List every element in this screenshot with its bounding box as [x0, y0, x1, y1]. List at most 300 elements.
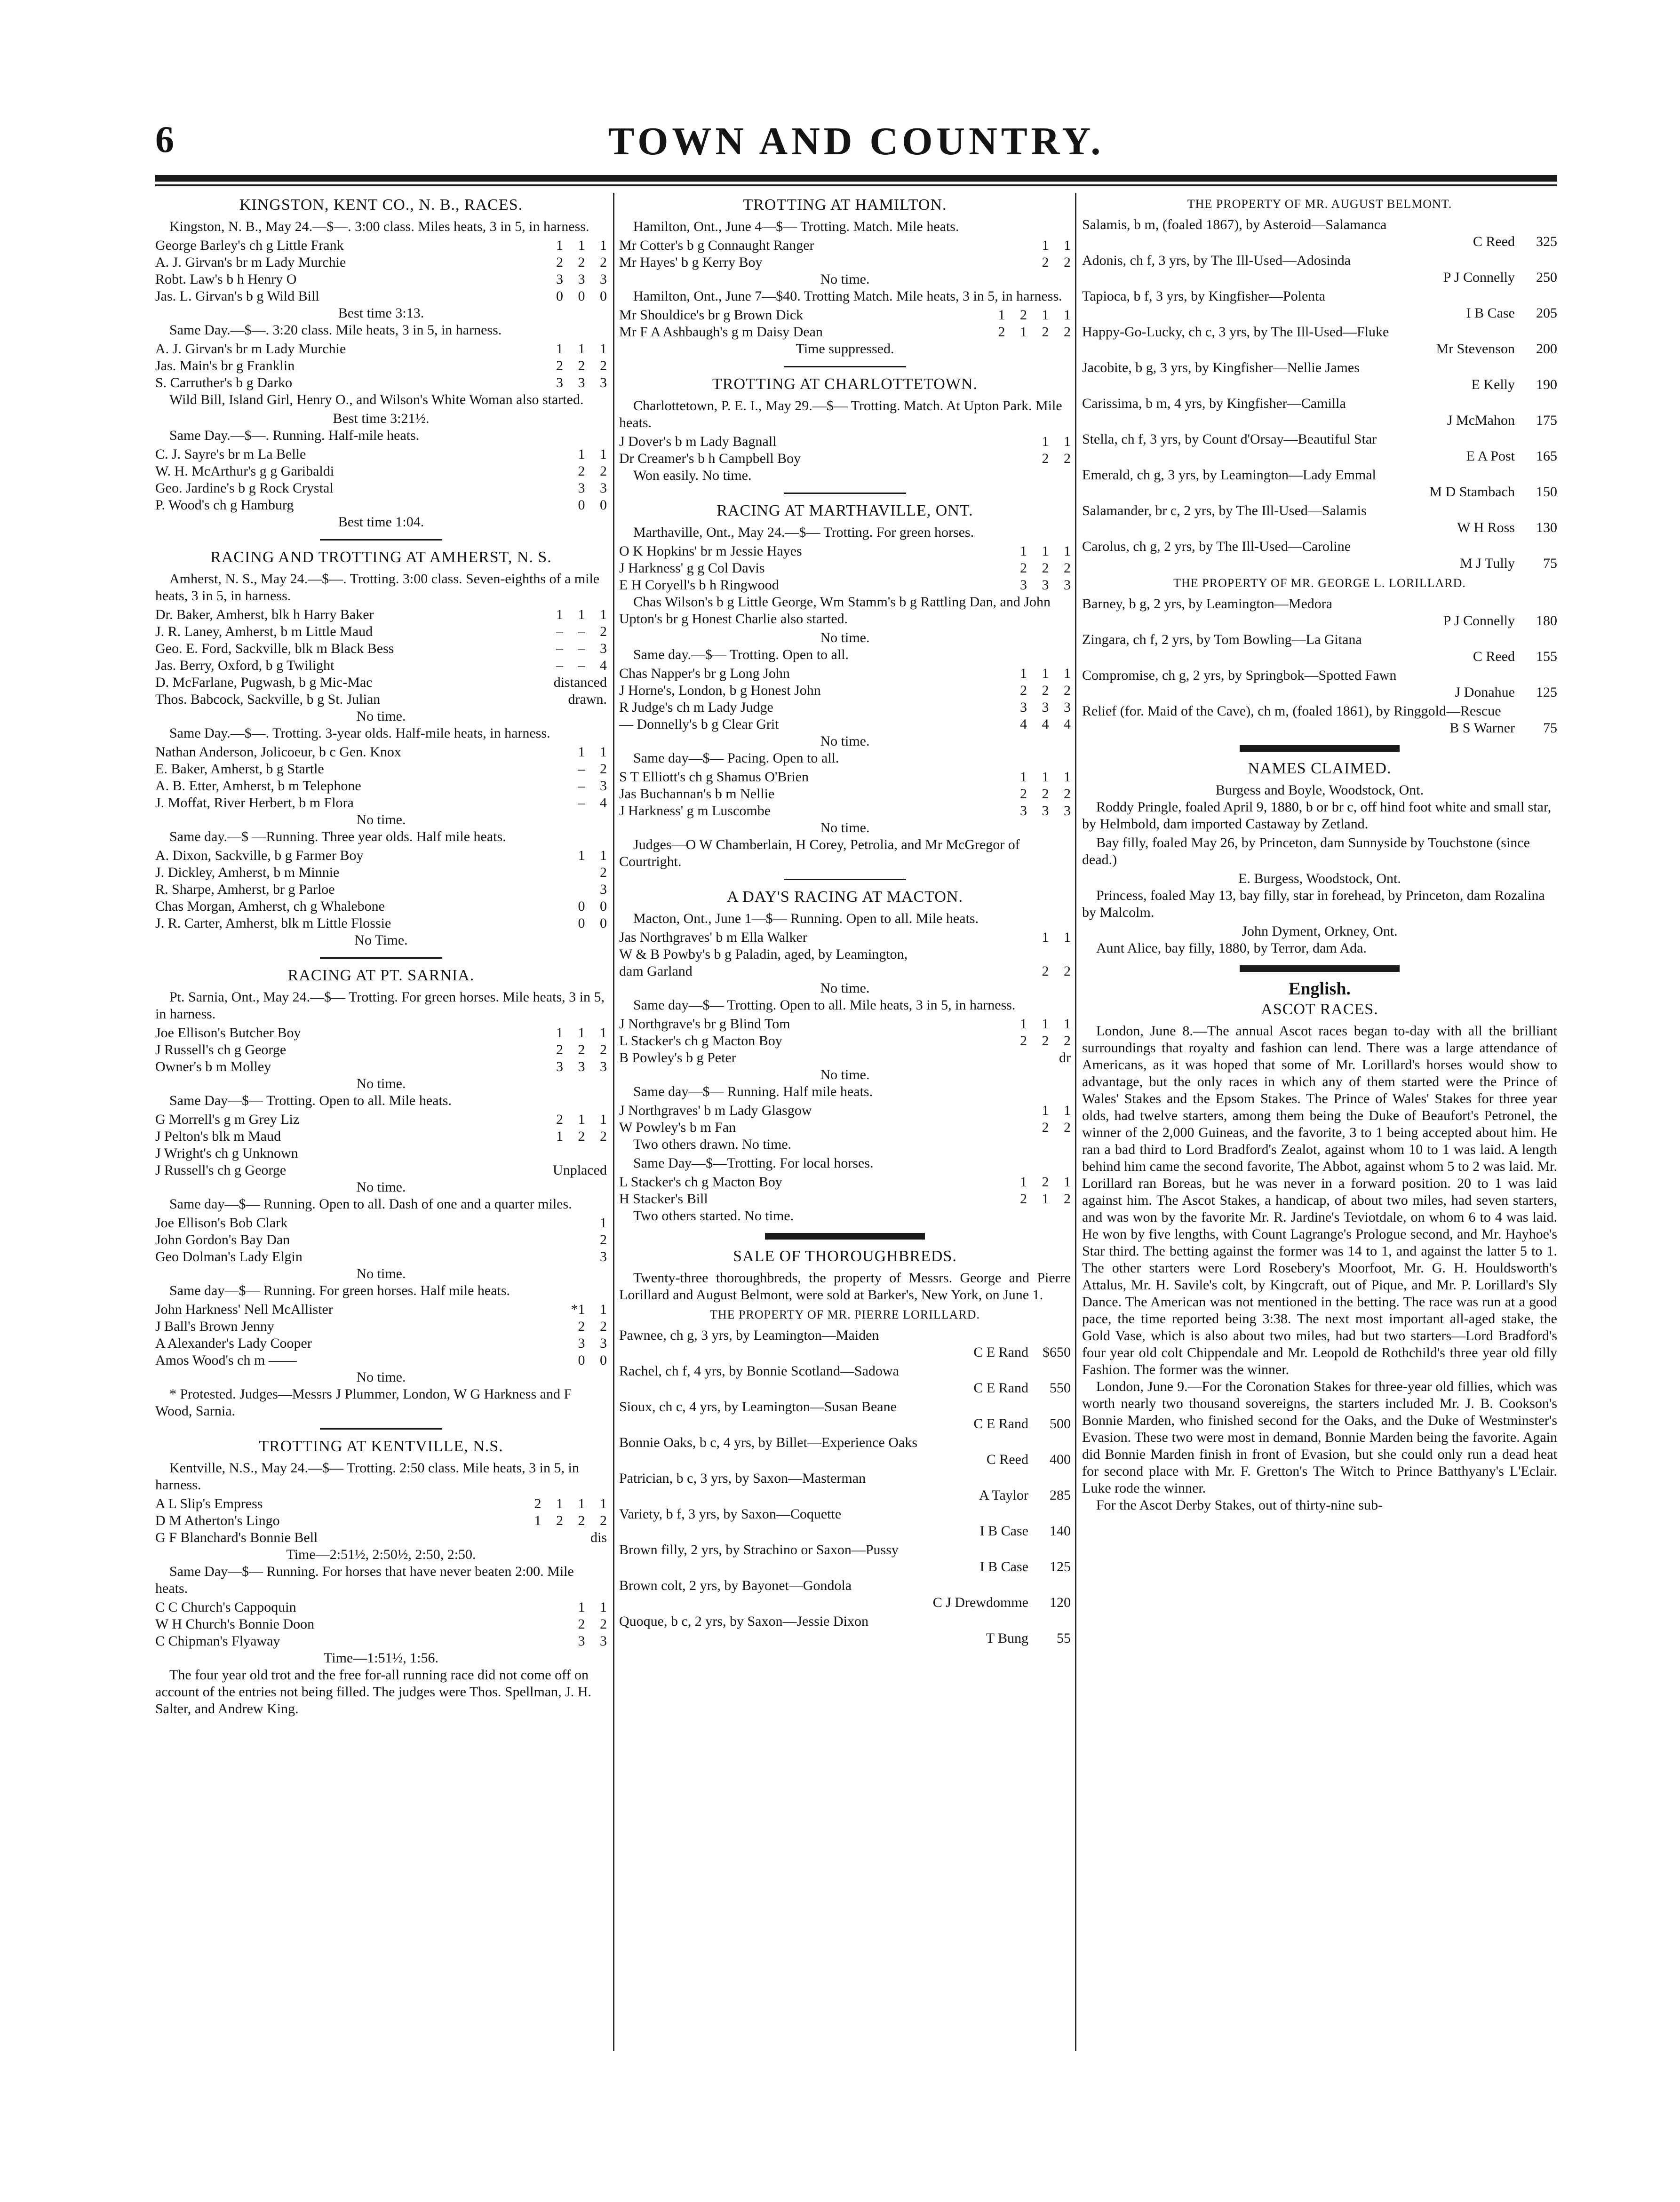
sale-buyer: C Reed: [1473, 649, 1515, 664]
entry-result: 2 2: [1042, 254, 1071, 270]
sale-buyer-row: [1082, 269, 1557, 286]
race-description: Roddy Pringle, foaled April 9, 1880, b or br c, off hind foot white and small star, by Helmbold, dam imported Castaway by Zetland.: [1082, 799, 1552, 832]
section-title: RACING AT MARTHAVILLE, ONT.: [717, 502, 973, 519]
sale-price: 75: [1543, 720, 1557, 736]
sale-buyer: C E Rand: [973, 1344, 1028, 1360]
sale-buyer-row: [619, 1630, 1071, 1647]
race-description: Bay filly, foaled May 26, by Princeton, dam Sunnyside by Touchstone (since dead.): [1082, 835, 1530, 867]
entry-name: E. Baker, Amherst, b g Startle: [155, 761, 324, 777]
race-entry: [619, 946, 1071, 963]
race-entry: [155, 1633, 607, 1650]
entry-name: J Northgraves' b m Lady Glasgow: [619, 1103, 812, 1118]
race-entry: [619, 324, 1071, 341]
entry-name: J. R. Carter, Amherst, blk m Little Flossie: [155, 915, 391, 931]
sale-price: 130: [1536, 520, 1557, 535]
thoroughbred-group: [1082, 575, 1557, 737]
entry-result: 3: [600, 882, 607, 897]
sale-buyer: C Reed: [986, 1452, 1028, 1467]
header-rule-heavy: [155, 175, 1557, 182]
section-title: RACING AND TROTTING AT AMHERST, N. S.: [210, 549, 552, 566]
race-description: Same Day—$—Trotting. For local horses.: [633, 1155, 874, 1171]
entry-result: 0 0: [578, 915, 607, 931]
entry-name: Robt. Law's b h Henry O: [155, 271, 297, 287]
sale-horse: Barney, b g, 2 yrs, by Leamington—Medora: [1082, 596, 1333, 612]
entry-name: G Morrell's g m Grey Liz: [155, 1112, 300, 1127]
race-entry: [619, 254, 1071, 271]
sale-buyer-row: [1082, 720, 1557, 737]
race-entry: [155, 795, 607, 811]
entry-name: J Russell's ch g George: [155, 1162, 287, 1178]
entry-result: 0 0: [578, 497, 607, 513]
entry-result: 2 1 1 1: [534, 1496, 607, 1511]
entry-name: D. McFarlane, Pugwash, b g Mic-Mac: [155, 675, 373, 690]
race-entry: [155, 915, 607, 932]
race-entry: [619, 1174, 1071, 1191]
race-entry: [155, 691, 607, 708]
section-separator: [765, 1233, 925, 1240]
entry-name: Amos Wood's ch m ——: [155, 1352, 297, 1368]
sale-item: [1082, 502, 1557, 536]
race-description: Same Day.—$—. Running. Half-mile heats.: [169, 428, 420, 443]
race-description: Marthaville, Ont., May 24.—$— Trotting. For green horses.: [633, 525, 974, 540]
entry-result: 2 2: [1042, 1120, 1071, 1135]
sale-horse: Carissima, b m, 4 yrs, by Kingfisher—Camilla: [1082, 396, 1346, 411]
entry-result: 1 1: [1042, 238, 1071, 253]
entry-name: Mr F A Ashbaugh's g m Daisy Dean: [619, 324, 823, 340]
race-description: Macton, Ont., June 1—$— Running. Open to all. Mile heats.: [633, 911, 979, 926]
sale-buyer: M D Stambach: [1429, 484, 1515, 500]
entry-result: 2 2 2: [556, 1042, 607, 1057]
race-entry: [619, 1049, 1071, 1066]
race-report: [619, 502, 1071, 870]
race-entry: [619, 769, 1071, 786]
sale-item: [619, 1399, 1071, 1432]
race-description: Won easily. No time.: [633, 468, 752, 483]
page-header: [155, 119, 1557, 175]
sale-item: [1082, 703, 1557, 737]
entry-result: dr: [1059, 1050, 1071, 1065]
entry-result: 1 1: [578, 744, 607, 760]
entry-result: 1 2 1 1: [998, 307, 1071, 323]
entry-name: Dr Creamer's b h Campbell Boy: [619, 451, 801, 466]
race-entry: [619, 682, 1071, 699]
entry-name: J. Moffat, River Herbert, b m Flora: [155, 795, 354, 811]
result-note: Best time 3:13.: [338, 305, 424, 321]
sale-buyer: E A Post: [1466, 448, 1515, 464]
entry-result: [600, 1145, 607, 1162]
sale-horse: Compromise, ch g, 2 yrs, by Springbok—Spotted Fawn: [1082, 668, 1397, 683]
sale-price: 140: [1050, 1523, 1071, 1539]
column-2-race-reports: [619, 197, 1071, 1224]
entry-name: R Judge's ch m Lady Judge: [619, 700, 773, 715]
entry-result: 2 1 1: [556, 1112, 607, 1127]
race-entry: [155, 1301, 607, 1318]
sale-horse: Happy-Go-Lucky, ch c, 3 yrs, by The Ill-Used—Fluke: [1082, 324, 1389, 340]
news-paragraph: London, June 8.—The annual Ascot races began to-day with all the brilliant surroundings that royalty and fashion can lend. There was a large attendance of Americans, as it was hoped that some of Mr. Lorillard's horses would show to advantage, but the only races in which any of them started were the Prince of Wales' Stakes and the Epsom Stakes. The Prince of Wales' Stakes for three year olds, had twelve starters, among them being the Duke of Beaufort's Petronel, the winner of the 2,000 Guineas, and the favorite, 3 to 1 being accepted about him. He ran a bad third to Lord Bradford's Zealot, against whom 10 to 1 was laid. A length behind him came the second favorite, The Abbot, against whom 5 to 2 was laid. Mr. Lorillard ran Boreas, but he was never in a forward position. 20 to 1 was laid against him. The Ascot Stakes, a handicap, of about two miles, had seven starters, and was won by the favorite Mr. R. Jardine's Teviotdale, on whom 6 to 4 was laid. He won by five lengths, with Count Lagrange's Prologue second, and Mr. Hayhoe's Star third. The betting against the former was 14 to 1, and against the latter 5 to 1. The other starters were Lord Rosebery's Moorfoot, Mr. G. H. Houldsworth's Attalus, Mr. H. Savile's colt, by Kingcraft, out of Pique, and Mr. P. Lorillard's Sly Dance. The American was not mentioned in the betting. The race was run at a good pace, the time reported being 3:38. The next most important all-aged stake, the Gold Vase, which is also about two miles, had but two starters—Lord Bradford's four year old colt Chippendale and Mr. Leopold de Rothchild's three year old filly Fashion. The former was the winner.: [1082, 1023, 1557, 1377]
entry-name: Jas Northgraves' b m Ella Walker: [619, 930, 807, 945]
race-entry: [619, 665, 1071, 682]
race-entry: [619, 786, 1071, 803]
race-entry: [619, 450, 1071, 467]
sale-horse: Stella, ch f, 3 yrs, by Count d'Orsay—Beautiful Star: [1082, 431, 1377, 447]
sale-price: 285: [1050, 1487, 1071, 1503]
race-description: The four year old trot and the free for-all running race did not come off on account of the entries not being filled. The judges were Thos. Spellman, J. H. Salter, and Andrew King.: [155, 1667, 592, 1717]
section-separator: [1240, 745, 1400, 752]
column-divider-2: [1075, 193, 1076, 2051]
sale-item: [619, 1363, 1071, 1397]
section-title: ASCOT RACES.: [1261, 1001, 1378, 1018]
section-title: NAMES CLAIMED.: [1248, 760, 1392, 777]
entry-result: 2 2: [578, 463, 607, 479]
sale-price: 175: [1536, 413, 1557, 428]
entry-name: L Stacker's ch g Macton Boy: [619, 1033, 782, 1049]
race-entry: [155, 864, 607, 881]
result-note: No time.: [820, 630, 870, 645]
sale-buyer-row: [619, 1415, 1071, 1432]
race-description: Same day—$— Running. Open to all. Dash of one and a quarter miles.: [169, 1196, 572, 1212]
result-note: No time.: [820, 733, 870, 749]
section-separator: [784, 879, 906, 880]
entry-name: J Harkness' g m Luscombe: [619, 803, 771, 819]
race-entry: [155, 271, 607, 288]
race-description: Same day.—$— Trotting. Open to all.: [633, 647, 849, 662]
sale-item: [619, 1577, 1071, 1611]
race-entry: [619, 237, 1071, 254]
entry-result: 1 1 1: [1020, 769, 1071, 785]
sale-price: 125: [1050, 1559, 1071, 1574]
race-entry: [155, 1495, 607, 1512]
race-description: Kentville, N.S., May 24.—$— Trotting. 2:50 class. Mile heats, 3 in 5, in harness.: [155, 1460, 579, 1493]
sale-price: 165: [1536, 448, 1557, 464]
entry-result: – – 4: [556, 658, 607, 673]
sale-buyer: Mr Stevenson: [1436, 341, 1515, 357]
entry-name: C. J. Sayre's br m La Belle: [155, 446, 306, 462]
race-description: Same day—$— Running. Half mile heats.: [633, 1084, 873, 1099]
entry-name: Nathan Anderson, Jolicoeur, b c Gen. Knox: [155, 744, 401, 760]
entry-name: George Barley's ch g Little Frank: [155, 238, 344, 253]
entry-name: A L Slip's Empress: [155, 1496, 263, 1511]
race-report: [155, 1438, 607, 1717]
race-entry: [619, 577, 1071, 594]
entry-result: distanced: [553, 675, 607, 690]
race-entry: [155, 358, 607, 374]
entry-name: J Wright's ch g Unknown: [155, 1145, 298, 1161]
entry-result: 1 1: [1042, 434, 1071, 449]
sale-buyer-row: [619, 1487, 1071, 1504]
sale-horse: Patrician, b c, 3 yrs, by Saxon—Masterman: [619, 1471, 866, 1486]
sale-buyer: E Kelly: [1471, 377, 1515, 392]
sale-buyer-row: [1082, 519, 1557, 536]
sale-buyer: T Bung: [986, 1630, 1028, 1646]
race-entry: [155, 881, 607, 898]
entry-name: Joe Ellison's Bob Clark: [155, 1215, 288, 1231]
race-entry: [619, 433, 1071, 450]
sale-horse: Relief (for. Maid of the Cave), ch m, (foaled 1861), by Ringgold—Rescue: [1082, 703, 1501, 719]
entry-name: A. J. Girvan's br m Lady Murchie: [155, 341, 346, 357]
sale-item: [1082, 596, 1557, 629]
sale-price: $650: [1043, 1344, 1071, 1360]
sale-buyer-row: [1082, 684, 1557, 701]
result-note: No time.: [356, 812, 406, 827]
race-entry: [155, 374, 607, 391]
entry-result: 1 2 2 2: [534, 1513, 607, 1528]
entry-name: J Ball's Brown Jenny: [155, 1319, 274, 1334]
entry-name: Chas Napper's br g Long John: [619, 666, 790, 681]
sale-buyer-row: [1082, 341, 1557, 358]
race-entry: [619, 1119, 1071, 1136]
race-entry: [155, 623, 607, 640]
entry-name: J. Dickley, Amherst, b m Minnie: [155, 865, 340, 880]
sale-buyer-row: [1082, 412, 1557, 429]
entry-result: 3 3: [578, 480, 607, 496]
owner-heading: THE PROPERTY OF MR. PIERRE LORILLARD.: [709, 1308, 980, 1321]
entry-name: P. Wood's ch g Hamburg: [155, 497, 294, 513]
entry-result: 1 2 2: [556, 1129, 607, 1144]
result-note: Best time 3:21½.: [333, 411, 430, 426]
entry-name: Mr Cotter's b g Connaught Ranger: [619, 238, 814, 253]
news-paragraph: London, June 9.—For the Coronation Stakes for three-year old fillies, which was worth nearly two thousand sovereigns, the starters included Mr. J. B. Cookson's Bonnie Marden, who finished second for the Oaks, and the Duke of Westminster's Evasion. These two were most in demand, Bonnie Marden being the favorite. Again did Bonnie Marden finish in front of Evasion, but she could only run a dead heat for second place with Mr. F. Gretton's The Witch to Prince Batthyany's L'Eclair. Luke rode the winner.: [1082, 1379, 1557, 1496]
race-description: Same day—$— Running. For green horses. Half mile heats.: [169, 1283, 510, 1298]
column-2: [619, 193, 1071, 1653]
race-entry: [619, 1102, 1071, 1119]
entry-result: 2 1 2 2: [998, 324, 1071, 340]
news-paragraph: For the Ascot Derby Stakes, out of thirty-nine sub-: [1096, 1497, 1383, 1513]
race-entry: [155, 1335, 607, 1352]
entry-name: John Harkness' Nell McAllister: [155, 1302, 333, 1317]
race-entry: [155, 778, 607, 795]
sale-item: [1082, 431, 1557, 465]
race-entry: [155, 1025, 607, 1041]
sale-price: 205: [1536, 305, 1557, 321]
entry-name: Geo. E. Ford, Sackville, blk m Black Bess: [155, 641, 394, 656]
sale-price: 180: [1536, 613, 1557, 628]
entry-name: J Horne's, London, b g Honest John: [619, 683, 821, 698]
race-entry: [155, 1232, 607, 1248]
english-news: [1082, 980, 1557, 1514]
sale-buyer-row: [619, 1380, 1071, 1397]
entry-name: L Stacker's ch g Macton Boy: [619, 1174, 782, 1190]
entry-result: 3 3 3: [1020, 577, 1071, 593]
race-entry: [155, 1058, 607, 1075]
section-title: KINGSTON, KENT CO., N. B., RACES.: [239, 196, 523, 214]
entry-result: 0 0: [578, 1352, 607, 1368]
sale-intro: Twenty-three thoroughbreds, the property of Messrs. George and Pierre Lorillard and August Belmont, were sold at Barker's, New York, on June 1.: [619, 1270, 1071, 1303]
sale-item: [1082, 252, 1557, 286]
result-note: John Dyment, Orkney, Ont.: [1242, 923, 1398, 939]
race-report: [619, 889, 1071, 1224]
race-description: Kingston, N. B., May 24.—$—. 3:00 class. Miles heats, 3 in 5, in harness.: [169, 219, 589, 234]
result-note: No time.: [820, 820, 870, 835]
sale-buyer: M J Tully: [1460, 556, 1515, 571]
race-entry: [619, 1016, 1071, 1033]
race-entry: [619, 1033, 1071, 1049]
race-description: Same Day.—$—. 3:20 class. Mile heats, 3 in 5, in harness.: [169, 322, 502, 338]
entry-result: 1 1: [578, 446, 607, 462]
sale-item: [1082, 667, 1557, 701]
entry-name: B Powley's b g Peter: [619, 1050, 736, 1065]
race-entry: [155, 761, 607, 778]
entry-name: A Alexander's Lady Cooper: [155, 1336, 312, 1351]
race-entry: [155, 847, 607, 864]
sale-item: [619, 1613, 1071, 1647]
sale-buyer-row: [1082, 305, 1557, 322]
race-entry: [155, 254, 607, 271]
entry-result: dis: [590, 1530, 607, 1545]
entry-result: 2 1 2: [1020, 1191, 1071, 1207]
sale-buyer: A Taylor: [979, 1487, 1028, 1503]
entry-result: 3 3 3: [556, 271, 607, 287]
column-3: [1082, 193, 1557, 1520]
entry-result: 1 1 1: [556, 238, 607, 253]
entry-name: dam Garland: [619, 963, 693, 979]
entry-name: J Russell's ch g George: [155, 1042, 287, 1057]
result-note: No time.: [820, 271, 870, 287]
race-entry: [619, 963, 1071, 980]
race-description: Same day—$— Pacing. Open to all.: [633, 750, 839, 766]
sale-buyer: J McMahon: [1447, 413, 1515, 428]
race-description: * Protested. Judges—Messrs J Plummer, London, W G Harkness and F Wood, Sarnia.: [155, 1386, 572, 1419]
race-entry: [155, 1512, 607, 1529]
sale-item: [1082, 631, 1557, 665]
entry-name: J Harkness' g g Col Davis: [619, 560, 765, 576]
entry-name: W. H. McArthur's g g Garibaldi: [155, 463, 334, 479]
sale-price: 500: [1050, 1416, 1071, 1431]
sale-item: [1082, 288, 1557, 322]
race-description: Chas Wilson's b g Little George, Wm Stamm's b g Rattling Dan, and John Upton's br g Honest Charlie also started.: [619, 594, 1051, 627]
sale-buyer: J Donahue: [1455, 684, 1515, 700]
section-separator: [320, 957, 442, 959]
sale-horse: Bonnie Oaks, b c, 4 yrs, by Billet—Experience Oaks: [619, 1435, 918, 1450]
sale-price: 155: [1536, 649, 1557, 664]
entry-result: – 4: [578, 795, 607, 811]
sale-horse: Tapioca, b f, 3 yrs, by Kingfisher—Polenta: [1082, 288, 1325, 304]
entry-result: 1 1 1: [1020, 543, 1071, 559]
race-entry: [155, 1352, 607, 1369]
section-title: A DAY'S RACING AT MACTON.: [727, 888, 963, 906]
entry-name: W H Church's Bonnie Doon: [155, 1616, 315, 1632]
entry-result: 2 2 2: [1020, 683, 1071, 698]
page-number: 6: [155, 119, 174, 160]
entry-name: — Donnelly's b g Clear Grit: [619, 716, 779, 732]
sale-horse: Pawnee, ch g, 3 yrs, by Leamington—Maiden: [619, 1328, 879, 1343]
sale-horse: Carolus, ch g, 2 yrs, by The Ill-Used—Caroline: [1082, 539, 1351, 554]
race-entry: [155, 1215, 607, 1232]
sale-price: 190: [1536, 377, 1557, 392]
entry-name: J Northgrave's br g Blind Tom: [619, 1016, 790, 1032]
entry-name: C C Church's Cappoquin: [155, 1599, 296, 1615]
entry-result: 1 1 1: [556, 341, 607, 357]
entry-result: 2 2 2: [1020, 1033, 1071, 1049]
entry-name: A. J. Girvan's br m Lady Murchie: [155, 254, 346, 270]
race-entry: [155, 480, 607, 497]
sale-horse: Salamis, b m, (foaled 1867), by Asteroid—Salamanca: [1082, 217, 1387, 232]
result-note: No time.: [356, 1266, 406, 1281]
entry-name: S. Carruther's b g Darko: [155, 375, 293, 390]
entry-result: 0 0: [578, 898, 607, 914]
race-description: Aunt Alice, bay filly, 1880, by Terror, dam Ada.: [1096, 940, 1367, 956]
entry-name: John Gordon's Bay Dan: [155, 1232, 290, 1248]
entry-name: H Stacker's Bill: [619, 1191, 708, 1207]
race-description: Charlottetown, P. E. I., May 29.—$— Trotting. Match. At Upton Park. Mile heats.: [619, 398, 1062, 430]
entry-name: J Dover's b m Lady Bagnall: [619, 434, 777, 449]
race-entry: [155, 1128, 607, 1145]
entry-name: Geo Dolman's Lady Elgin: [155, 1249, 303, 1264]
sale-horse: Jacobite, b g, 3 yrs, by Kingfisher—Nellie James: [1082, 360, 1360, 375]
sale-item: [1082, 324, 1557, 358]
sale-item: [1082, 395, 1557, 429]
sale-item: [1082, 467, 1557, 501]
race-entry: [619, 307, 1071, 324]
entry-result: 2 2: [1042, 963, 1071, 979]
entry-name: A. B. Etter, Amherst, b m Telephone: [155, 778, 361, 794]
sale-price: 125: [1536, 684, 1557, 700]
entry-result: 1 1: [578, 848, 607, 863]
sale-price: 400: [1050, 1452, 1071, 1467]
race-entry: [155, 1162, 607, 1179]
section-title: TROTTING AT KENTVILLE, N.S.: [259, 1438, 503, 1455]
section-title: RACING AT PT. SARNIA.: [287, 967, 475, 984]
entry-result: Unplaced: [553, 1162, 607, 1178]
race-description: Princess, foaled May 13, bay filly, star in forehead, by Princeton, dam Rozalina by Malcolm.: [1082, 888, 1545, 920]
result-note: No time.: [356, 1076, 406, 1091]
entry-result: drawn.: [568, 692, 607, 707]
entry-result: 1 1: [1042, 930, 1071, 945]
entry-name: Mr Shouldice's br g Brown Dick: [619, 307, 804, 323]
section-separator: [784, 366, 906, 367]
race-description: Two others drawn. No time.: [633, 1137, 792, 1152]
entry-name: Geo. Jardine's b g Rock Crystal: [155, 480, 334, 496]
result-note: No Time.: [354, 932, 408, 948]
sale-buyer-row: [1082, 612, 1557, 629]
race-report: [155, 197, 607, 531]
sale-of-thoroughbreds: [619, 1248, 1071, 1647]
entry-result: 3: [600, 1249, 607, 1264]
sale-buyer-row: [1082, 448, 1557, 465]
sale-item: [619, 1542, 1071, 1575]
sale-buyer: B S Warner: [1449, 720, 1515, 736]
race-entry: [155, 674, 607, 691]
sale-buyer-row: [619, 1523, 1071, 1540]
entry-result: 3 3 3: [556, 375, 607, 390]
sale-price: 550: [1050, 1380, 1071, 1396]
result-note: No time.: [820, 980, 870, 996]
section-title: TROTTING AT CHARLOTTETOWN.: [712, 375, 978, 393]
entry-name: R. Sharpe, Amherst, br g Parloe: [155, 882, 335, 897]
race-entry: [155, 1599, 607, 1616]
result-note: E. Burgess, Woodstock, Ont.: [1238, 871, 1401, 886]
entry-name: Thos. Babcock, Sackville, b g St. Julian: [155, 692, 381, 707]
section-title: TROTTING AT HAMILTON.: [743, 196, 947, 214]
entry-name: Dr. Baker, Amherst, blk h Harry Baker: [155, 607, 374, 622]
entry-name: D M Atherton's Lingo: [155, 1513, 280, 1528]
entry-result: 2 2 2: [1020, 786, 1071, 802]
entry-name: Joe Ellison's Butcher Boy: [155, 1025, 301, 1041]
race-description: Same Day—$— Trotting. Open to all. Mile heats.: [169, 1093, 452, 1108]
race-entry: [155, 237, 607, 254]
sale-horse: Zingara, ch f, 2 yrs, by Tom Bowling—La Gitana: [1082, 632, 1362, 647]
race-description: Two others started. No time.: [633, 1208, 794, 1224]
race-description: Same day—$— Trotting. Open to all. Mile heats, 3 in 5, in harness.: [633, 997, 1016, 1013]
sale-horse: Rachel, ch f, 4 yrs, by Bonnie Scotland—Sadowa: [619, 1363, 899, 1379]
sale-buyer-row: [619, 1594, 1071, 1611]
entry-result: – 2: [578, 761, 607, 777]
sale-buyer: C E Rand: [973, 1380, 1028, 1396]
race-description: Same day.—$ —Running. Three year olds. Half mile heats.: [169, 829, 506, 844]
race-entry: [155, 640, 607, 657]
race-report: [155, 967, 607, 1420]
sale-buyer: I B Case: [979, 1559, 1028, 1574]
race-entry: [155, 606, 607, 623]
